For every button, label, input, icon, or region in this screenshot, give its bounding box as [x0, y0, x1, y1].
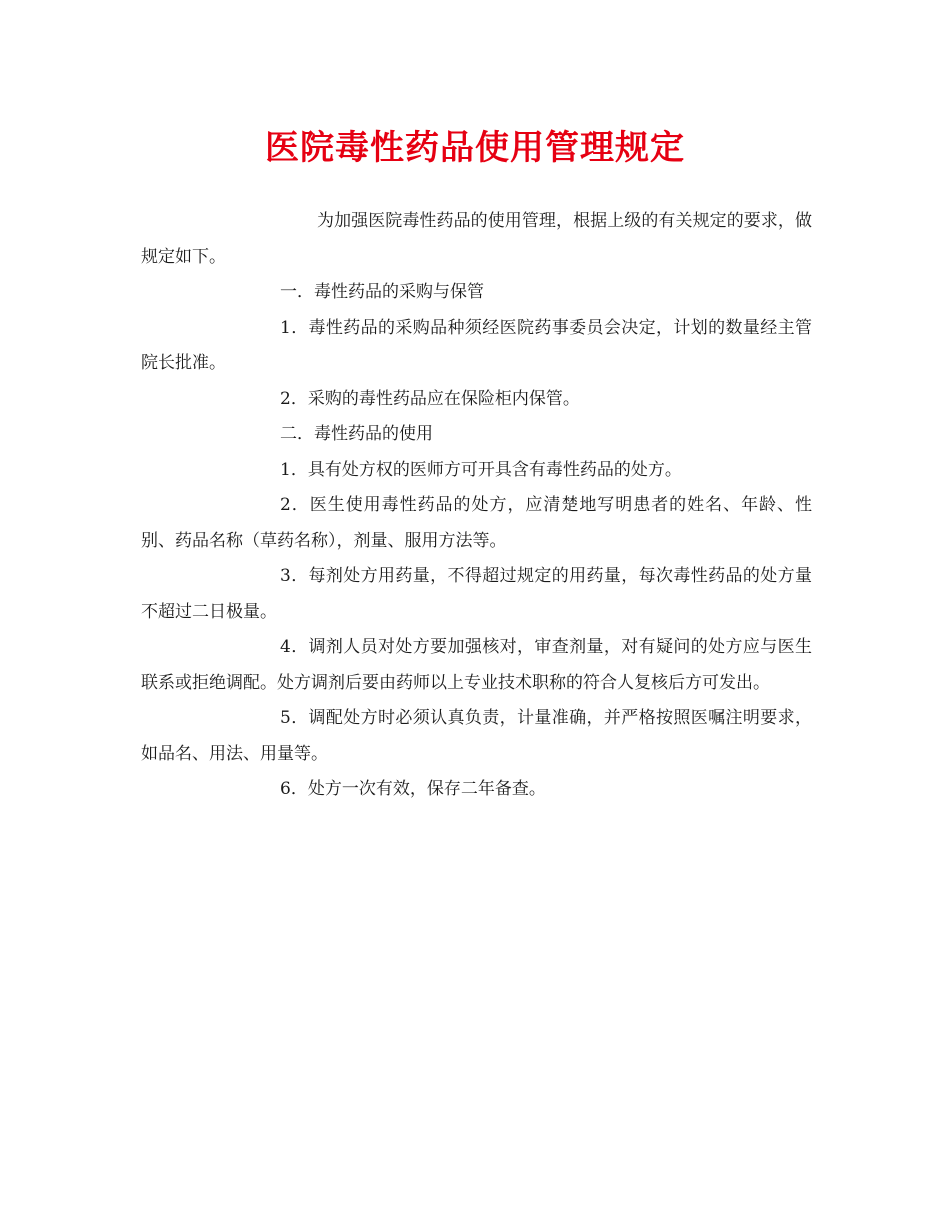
- document-body: [141, 204, 812, 808]
- section-heading-procurement: 一．毒性药品的采购与保管: [280, 282, 484, 302]
- usage-item-6: 6．处方一次有效，保存二年备查。: [280, 779, 546, 799]
- intro-paragraph: 为加强医院毒性药品的使用管理，根据上级的有关规定的要求，做规定如下。: [141, 211, 812, 267]
- section-heading-usage: 二．毒性药品的使用: [280, 424, 433, 444]
- procurement-item-2: 2．采购的毒性药品应在保险柜内保管。: [280, 388, 580, 409]
- procurement-item-1: 1．毒性药品的采购品种须经医院药事委员会决定，计划的数量经主管院长批准。: [141, 317, 812, 373]
- document-title: 医院毒性药品使用管理规定: [265, 128, 685, 168]
- usage-item-4: 4．调剂人员对处方要加强核对，审查剂量，对有疑问的处方应与医生联系或拒绝调配。处方调剂后要由药师以上专业技术职称的符合人复核后方可发出。: [141, 637, 812, 693]
- usage-item-3: 3．每剂处方用药量，不得超过规定的用药量，每次毒性药品的处方量不超过二日极量。: [141, 566, 812, 622]
- usage-item-5: 5．调配处方时必须认真负责，计量准确，并严格按照医嘱注明要求，如品名、用法、用量等。: [141, 708, 812, 764]
- usage-item-1: 1．具有处方权的医师方可开具含有毒性药品的处方。: [280, 459, 682, 480]
- usage-item-2: 2．医生使用毒性药品的处方，应清楚地写明患者的姓名、年龄、性别、药品名称（草药名称），剂量、服用方法等。: [141, 495, 812, 551]
